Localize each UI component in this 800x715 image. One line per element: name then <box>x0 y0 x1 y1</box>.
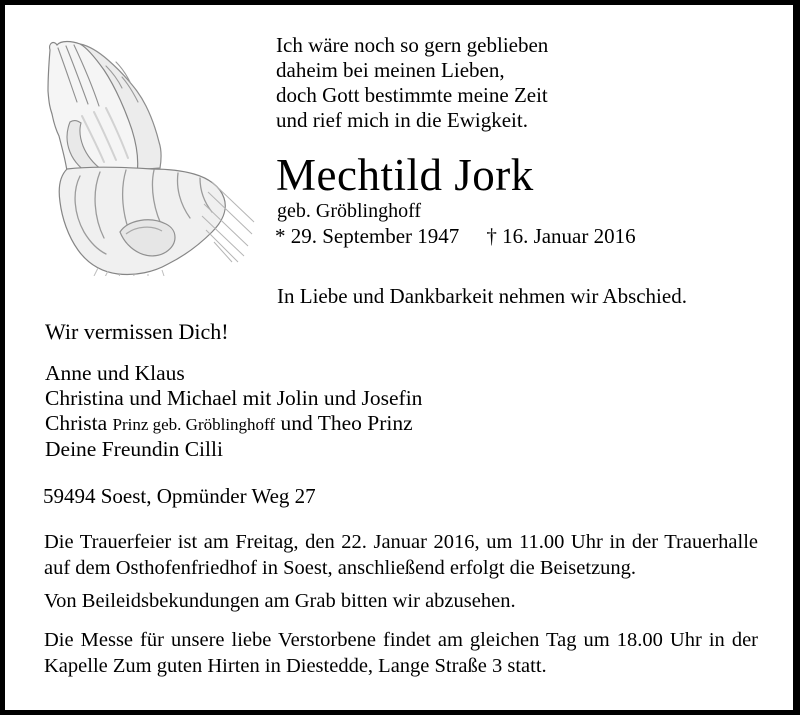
life-dates <box>275 224 636 248</box>
deceased-name: Mechtild Jork <box>276 150 534 200</box>
scan-border-left <box>0 0 5 715</box>
missing-line: Wir vermissen Dich! <box>45 319 229 344</box>
funeral-line: auf dem Osthofenfriedhof in Soest, anschließend erfolgt die Beisetzung. <box>44 557 637 579</box>
farewell-line: In Liebe und Dankbarkeit nehmen wir Abschied. <box>277 284 687 308</box>
mourner-line <box>45 411 422 437</box>
mourner-line: Deine Freundin Cilli <box>45 437 223 461</box>
scan-border-right <box>793 0 800 715</box>
funeral-line: Die Trauerfeier ist am Freitag, den 22. Januar 2016, um 11.00 Uhr in der Trauerhalle <box>44 531 758 553</box>
poem-block <box>276 33 548 133</box>
mourner-line: Christina und Michael mit Jolin und Josefin <box>45 386 423 410</box>
address-line: 59494 Soest, Opmünder Weg 27 <box>43 484 316 508</box>
praying-hands-image <box>42 36 258 276</box>
poem-line: daheim bei meinen Lieben, <box>276 58 505 82</box>
mass-line: Kapelle Zum guten Hirten in Diestedde, Lange Straße 3 statt. <box>44 655 547 677</box>
mourner-name: Christa <box>45 411 108 435</box>
death-date: † 16. Januar 2016 <box>486 224 636 248</box>
poem-line: doch Gott bestimmte meine Zeit <box>276 83 548 107</box>
scan-border-bottom <box>0 710 800 715</box>
mass-line: Die Messe für unsere liebe Verstorbene findet am gleichen Tag um 18.00 Uhr in der <box>44 629 758 651</box>
mourners-block <box>45 361 422 462</box>
mass-paragraph <box>44 627 758 679</box>
scan-border-top <box>0 0 800 5</box>
funeral-paragraph <box>44 529 758 581</box>
mourner-line: Anne und Klaus <box>45 361 185 385</box>
maiden-name: geb. Gröblinghoff <box>277 200 422 222</box>
mourner-name-detail: Prinz geb. Gröblinghoff <box>112 415 276 434</box>
poem-line: Ich wäre noch so gern geblieben <box>276 33 549 57</box>
poem-line: und rief mich in die Ewigkeit. <box>276 108 528 132</box>
mourner-name: und Theo Prinz <box>280 411 413 435</box>
condolence-line: Von Beileidsbekundungen am Grab bitten wir abzusehen. <box>44 590 516 612</box>
birth-date: * 29. September 1947 <box>275 224 460 248</box>
